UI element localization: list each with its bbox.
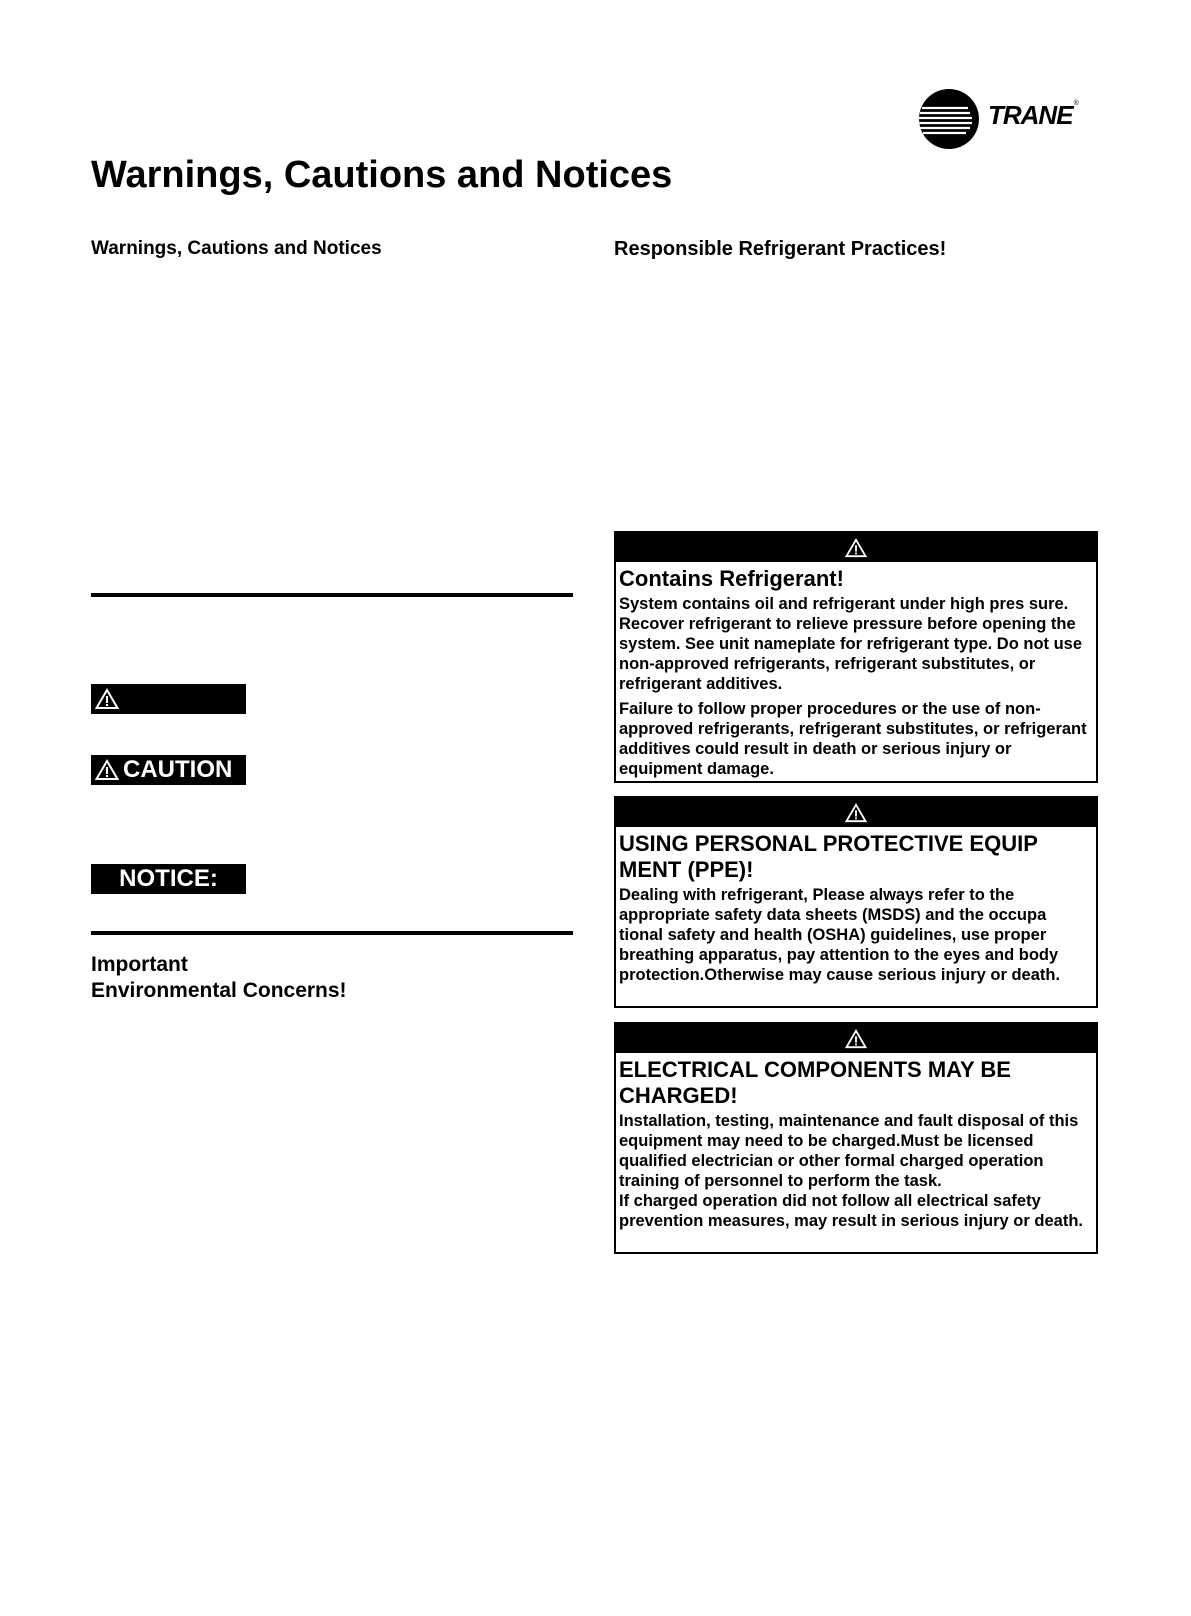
section-divider (91, 931, 573, 935)
notice-label-text: NOTICE: (119, 865, 218, 892)
warning-box-header (616, 1024, 1096, 1053)
warning-box-ppe (614, 796, 1098, 1008)
warning-box-text: Installation, testing, maintenance and fault disposal of this equipment may need to be charged.Must be licensed qualified electrician or other formal charged operation training of personnel to perform the task. (619, 1112, 1079, 1190)
warning-label (91, 684, 246, 714)
warning-box-text: Dealing with refrigerant, Please always refer to the appropriate safety data sheets (MSDS) and the occupa tional safety and health (OSHA) guidelines, use proper breathing apparatus, pay attention to the eyes and body protection.Otherwise may cause serious injury or death. (619, 886, 1061, 984)
warning-box-electrical (614, 1022, 1098, 1254)
warning-triangle-icon (845, 803, 867, 823)
warning-triangle-icon (95, 688, 119, 710)
right-subheading: Responsible Refrigerant Practices! (614, 238, 947, 260)
trane-globe-icon (918, 88, 980, 150)
warning-triangle-icon (845, 1029, 867, 1049)
notice-label (91, 864, 246, 894)
warning-triangle-icon (845, 538, 867, 558)
warning-box-header (616, 798, 1096, 827)
environmental-concerns-heading: Important Environmental Concerns! (91, 953, 347, 1002)
warning-box-title: ELECTRICAL COMPONENTS MAY BE CHARGED! (619, 1057, 1011, 1108)
left-subheading: Warnings, Cautions and Notices (91, 238, 382, 259)
trane-logo (918, 88, 1098, 148)
warning-box-text: If charged operation did not follow all electrical safety prevention measures, may result in serious injury or death. (619, 1192, 1083, 1230)
page-title: Warnings, Cautions and Notices (91, 154, 673, 196)
warning-box-header (616, 533, 1096, 562)
warning-triangle-icon (95, 759, 119, 781)
caution-label (91, 755, 246, 785)
section-divider (91, 593, 573, 597)
warning-box-title: Contains Refrigerant! (619, 566, 844, 591)
warning-box-refrigerant (614, 531, 1098, 783)
warning-box-text: Failure to follow proper procedures or the use of non-approved refrigerants, refrigerant substitutes, or refrigerant additives could result in death or serious injury or equipment damage. (619, 700, 1087, 778)
caution-label-text: CAUTION (123, 756, 233, 783)
brand-wordmark: TRANE® (988, 100, 1078, 130)
warning-box-text: System contains oil and refrigerant under high pres sure. Recover refrigerant to relieve pressure before opening the system. See unit nameplate for refrigerant type. Do not use non-approved refrigerants, refrigerant substitutes, or refrigerant additives. (619, 595, 1083, 693)
warning-box-title: USING PERSONAL PROTECTIVE EQUIP MENT (PPE)! (619, 831, 1038, 882)
